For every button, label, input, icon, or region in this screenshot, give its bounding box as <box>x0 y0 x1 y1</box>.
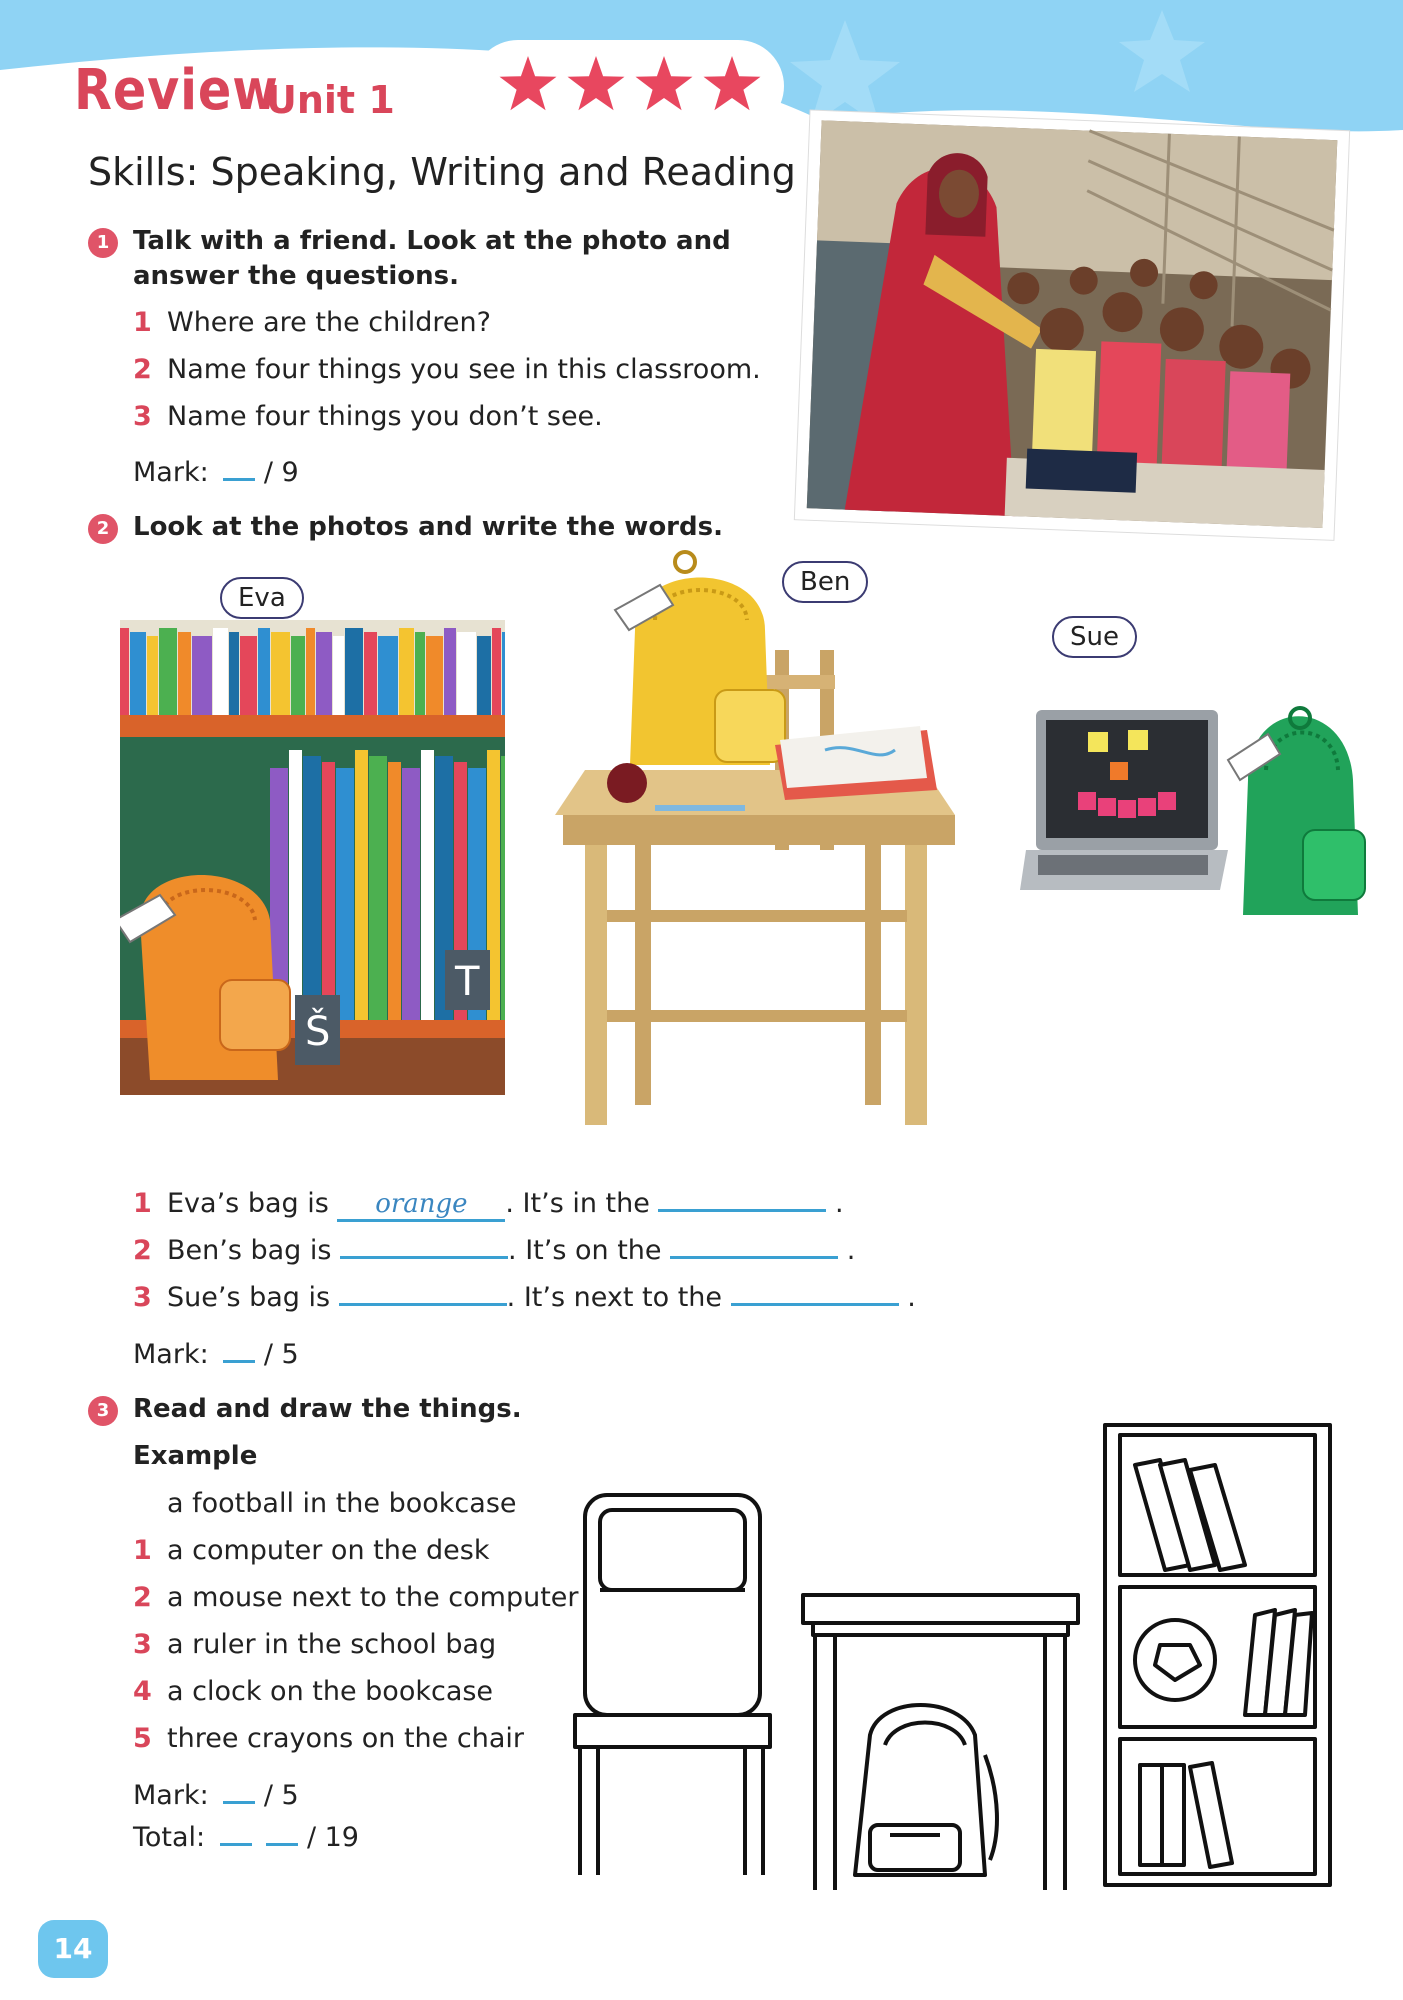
exercise-1-instruction-line1: Talk with a friend. Look at the photo and <box>133 226 731 256</box>
drawing-area[interactable] <box>560 1415 1350 1895</box>
mark-blank[interactable] <box>223 1801 255 1804</box>
answer-blank[interactable] <box>337 1188 505 1222</box>
exercise-2-instruction: Look at the photos and write the words. <box>133 512 723 542</box>
sue-laptop-photo <box>1018 700 1398 940</box>
sentence-end: . <box>846 1235 856 1266</box>
exercise-2-number: 2 <box>88 514 118 544</box>
page-subtitle: Skills: Speaking, Writing and Reading <box>88 150 796 194</box>
answer-blank[interactable] <box>658 1209 826 1212</box>
exercise-2-sentence <box>133 1235 855 1266</box>
exercise-3-instruction: Read and draw the things. <box>133 1394 522 1424</box>
item-text: a ruler in the school bag <box>167 1629 497 1660</box>
item-number: 1 <box>133 1188 152 1219</box>
item-text: Name four things you don’t see. <box>167 401 603 432</box>
exercise-3-item <box>133 1582 579 1613</box>
item-number: 3 <box>133 401 152 432</box>
exercise-2-sentence <box>133 1188 844 1222</box>
school-bag-drawing <box>855 1705 997 1875</box>
exercise-3-number: 3 <box>88 1396 118 1426</box>
exercise-1-number: 1 <box>88 228 118 258</box>
sentence-part1: Ben’s bag is <box>167 1235 332 1266</box>
star-rating <box>468 36 788 136</box>
answer-blank[interactable] <box>670 1256 838 1259</box>
item-number: 2 <box>133 354 152 385</box>
example-label: Example <box>133 1441 258 1471</box>
sentence-part2: . It’s in the <box>505 1188 650 1219</box>
item-number: 1 <box>133 1535 152 1566</box>
total-blank-units[interactable] <box>266 1843 298 1846</box>
mark-label: Mark: <box>133 457 209 488</box>
sentence-part1: Eva’s bag is <box>167 1188 329 1219</box>
item-number: 4 <box>133 1676 152 1707</box>
exercise-3-item <box>133 1676 493 1707</box>
mark-total: / 9 <box>263 457 299 488</box>
item-number: 2 <box>133 1235 152 1266</box>
item-text: Where are the children? <box>167 307 491 338</box>
answer-text: orange <box>375 1189 468 1219</box>
exercise-total <box>133 1822 359 1853</box>
total-blank-tens[interactable] <box>220 1843 252 1846</box>
item-number: 2 <box>133 1582 152 1613</box>
total-label: Total: <box>133 1822 206 1853</box>
answer-blank[interactable] <box>339 1303 507 1306</box>
item-number: 5 <box>133 1723 152 1754</box>
example-text: a football in the bookcase <box>167 1488 517 1519</box>
exercise-1-mark <box>133 457 299 488</box>
item-text: Name four things you see in this classroom. <box>167 354 761 385</box>
mark-blank[interactable] <box>223 478 255 481</box>
exercise-3-item <box>133 1723 524 1754</box>
classroom-photo <box>782 100 1352 550</box>
item-text: a clock on the bookcase <box>167 1676 494 1707</box>
exercise-3-mark <box>133 1780 299 1811</box>
svg-text:T: T <box>455 959 480 1005</box>
total-max: / 19 <box>306 1822 359 1853</box>
chair-drawing <box>575 1495 770 1875</box>
ben-desk-photo <box>555 550 965 1135</box>
item-text: a computer on the desk <box>167 1535 490 1566</box>
eva-bookshelf-photo <box>120 620 505 1095</box>
svg-text:Š: Š <box>305 1009 331 1055</box>
mark-blank[interactable] <box>223 1360 255 1363</box>
answer-blank[interactable] <box>731 1303 899 1306</box>
item-number: 3 <box>133 1282 152 1313</box>
mark-total: / 5 <box>263 1780 299 1811</box>
sentence-part2: . It’s on the <box>508 1235 662 1266</box>
item-text: a mouse next to the computer <box>167 1582 579 1613</box>
exercise-1-instruction-line2: answer the questions. <box>133 261 459 291</box>
item-number: 1 <box>133 307 152 338</box>
sentence-part2: . It’s next to the <box>506 1282 723 1313</box>
exercise-2-sentence <box>133 1282 916 1313</box>
exercise-3-item <box>133 1535 489 1566</box>
review-title: Review <box>74 58 279 123</box>
mark-total: / 5 <box>263 1339 299 1370</box>
exercise-1-item <box>133 401 603 432</box>
exercise-1-item <box>133 307 491 338</box>
mark-label: Mark: <box>133 1780 209 1811</box>
label-ben: Ben <box>782 561 868 603</box>
label-sue: Sue <box>1052 616 1137 658</box>
sentence-part1: Sue’s bag is <box>167 1282 331 1313</box>
sentence-end: . <box>907 1282 916 1313</box>
exercise-3-item <box>133 1629 496 1660</box>
label-eva: Eva <box>220 577 304 619</box>
item-number: 3 <box>133 1629 152 1660</box>
exercise-2-mark <box>133 1339 299 1370</box>
exercise-1-item <box>133 354 761 385</box>
bookcase-drawing <box>1105 1425 1330 1885</box>
sentence-end: . <box>835 1188 844 1219</box>
item-text: three crayons on the chair <box>167 1723 524 1754</box>
unit-title: Unit 1 <box>266 78 395 122</box>
page-number: 14 <box>38 1920 108 1978</box>
mark-label: Mark: <box>133 1339 209 1370</box>
answer-blank[interactable] <box>340 1256 508 1259</box>
